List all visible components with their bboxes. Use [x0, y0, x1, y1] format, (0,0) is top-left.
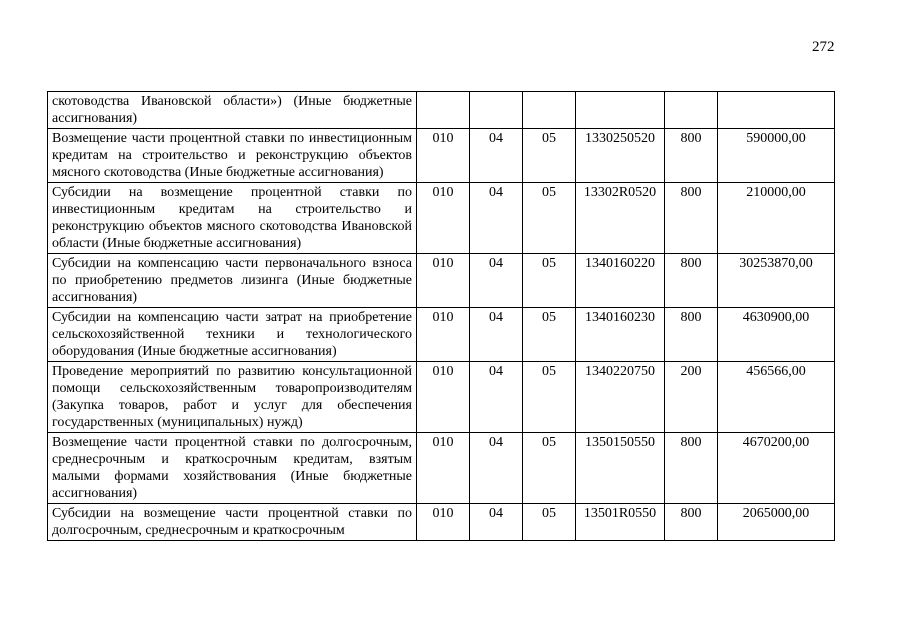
section-code: 04 — [470, 183, 523, 254]
amount: 4670200,00 — [718, 433, 835, 504]
section-code: 04 — [470, 254, 523, 308]
expense-type-code: 800 — [665, 254, 718, 308]
expense-type-code: 800 — [665, 129, 718, 183]
ministry-code: 010 — [417, 433, 470, 504]
amount: 590000,00 — [718, 129, 835, 183]
table-row — [48, 183, 835, 254]
ministry-code: 010 — [417, 254, 470, 308]
row-description: Возмещение части процентной ставки по инвестиционным кредитам на строительство и реконструкцию объектов мясного скотоводства (Иные бюджетные ассигнования) — [48, 129, 417, 183]
ministry-code: 010 — [417, 183, 470, 254]
target-article-code: 1330250520 — [576, 129, 665, 183]
target-article-code: 1340160230 — [576, 308, 665, 362]
page-number: 272 — [812, 39, 835, 55]
ministry-code: 010 — [417, 504, 470, 541]
subsection-code: 05 — [523, 433, 576, 504]
expense-type-code — [665, 92, 718, 129]
row-description: Проведение мероприятий по развитию консультационной помощи сельскохозяйственным товаропроизводителям (Закупка товаров, работ и услуг для обеспечения государственных (муниципальных) нужд) — [48, 362, 417, 433]
row-description: скотоводства Ивановской области») (Иные бюджетные ассигнования) — [48, 92, 417, 129]
row-description: Субсидии на компенсацию части первоначального взноса по приобретению предметов лизинга (Иные бюджетные ассигнования) — [48, 254, 417, 308]
amount: 2065000,00 — [718, 504, 835, 541]
amount: 30253870,00 — [718, 254, 835, 308]
expense-type-code: 800 — [665, 308, 718, 362]
amount: 456566,00 — [718, 362, 835, 433]
subsection-code: 05 — [523, 362, 576, 433]
expense-type-code: 800 — [665, 433, 718, 504]
subsection-code: 05 — [523, 308, 576, 362]
budget-table — [47, 91, 835, 541]
ministry-code: 010 — [417, 129, 470, 183]
ministry-code: 010 — [417, 308, 470, 362]
table-row — [48, 129, 835, 183]
amount — [718, 92, 835, 129]
table-row — [48, 254, 835, 308]
target-article-code: 13501R0550 — [576, 504, 665, 541]
section-code: 04 — [470, 362, 523, 433]
section-code: 04 — [470, 504, 523, 541]
ministry-code — [417, 92, 470, 129]
subsection-code: 05 — [523, 254, 576, 308]
section-code: 04 — [470, 433, 523, 504]
subsection-code: 05 — [523, 183, 576, 254]
subsection-code — [523, 92, 576, 129]
row-description: Субсидии на возмещение процентной ставки по инвестиционным кредитам на строительство и реконструкцию объектов мясного скотоводства Ивановской области (Иные бюджетные ассигнования) — [48, 183, 417, 254]
target-article-code: 1340220750 — [576, 362, 665, 433]
table-row — [48, 92, 835, 129]
target-article-code: 13302R0520 — [576, 183, 665, 254]
target-article-code: 1340160220 — [576, 254, 665, 308]
subsection-code: 05 — [523, 504, 576, 541]
row-description: Субсидии на возмещение части процентной ставки по долгосрочным, среднесрочным и краткосрочным — [48, 504, 417, 541]
target-article-code: 1350150550 — [576, 433, 665, 504]
table-row — [48, 504, 835, 541]
section-code — [470, 92, 523, 129]
section-code: 04 — [470, 308, 523, 362]
table-row — [48, 308, 835, 362]
row-description: Возмещение части процентной ставки по долгосрочным, среднесрочным и краткосрочным кредитам, взятым малыми формами хозяйствования (Иные бюджетные ассигнования) — [48, 433, 417, 504]
expense-type-code: 200 — [665, 362, 718, 433]
amount: 210000,00 — [718, 183, 835, 254]
table-row — [48, 433, 835, 504]
target-article-code — [576, 92, 665, 129]
row-description: Субсидии на компенсацию части затрат на приобретение сельскохозяйственной техники и технологического оборудования (Иные бюджетные ассигнования) — [48, 308, 417, 362]
expense-type-code: 800 — [665, 183, 718, 254]
section-code: 04 — [470, 129, 523, 183]
ministry-code: 010 — [417, 362, 470, 433]
expense-type-code: 800 — [665, 504, 718, 541]
table-row — [48, 362, 835, 433]
subsection-code: 05 — [523, 129, 576, 183]
amount: 4630900,00 — [718, 308, 835, 362]
